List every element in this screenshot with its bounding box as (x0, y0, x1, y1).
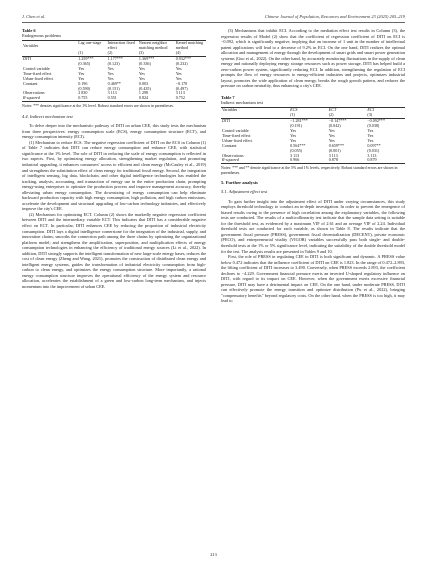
table7-row-label: Control variable (222, 128, 249, 134)
table7-head-variables: Variables (221, 108, 289, 113)
table7-cell: 0.097** (367, 142, 381, 148)
table6-cell: (0.336) (138, 61, 151, 67)
table7-row-label: Urban-fixed effect (222, 137, 253, 143)
table7-cell: (0.191) (290, 123, 303, 129)
table6-cell: 0.752 (175, 96, 206, 101)
table6-cell: (0.232) (175, 61, 188, 67)
table7-cell: 0.564*** (290, 142, 306, 148)
table6-cell: (0.365) (78, 61, 91, 67)
table7-row-label: DITI (222, 118, 230, 124)
table7 (221, 107, 405, 164)
table6-row-label: Constant (23, 80, 38, 86)
table7-cell: Yes (328, 128, 335, 134)
table7-cell: Yes (290, 128, 297, 134)
table6-cell: 0.932*** (175, 56, 192, 62)
table6-cell: Yes (107, 65, 114, 71)
table7-cell: 0.878 (328, 158, 367, 163)
table6-row-label: Observations (23, 90, 45, 96)
right-column (221, 28, 405, 304)
table6-cell: Yes (78, 75, 85, 81)
table6-row (22, 96, 206, 101)
table6-cell: 0.755 (77, 96, 106, 101)
table7-cell: −1.281*** (290, 118, 308, 124)
table6-num-3: (3) (138, 51, 175, 56)
table6-cell: 0.003 (138, 80, 149, 86)
table7-num-3: (3) (366, 113, 405, 118)
header-rule (22, 22, 405, 23)
table6 (22, 40, 206, 102)
table6-cell: 3 113 (107, 90, 117, 96)
section-5-1-heading: 5.1. Adjustment effect test (221, 189, 268, 195)
table6-cell: Yes (175, 70, 182, 76)
table6-cell: (0.497) (175, 85, 188, 91)
paragraph: (3) Mechanisms that inhibit ECI. According to the mediation effect test results in Column (3), the regression results of Model (2) show that the coefficient of regression coefficient of DITI on ECI is −0.092, which is significantly negative, implying that an increase of 1 unit in the number of intellectual patent applications will lead to a decrease of 9.2% in ECI. On the one hand, DITI realizes the optimal allocation and management of energy through the development of smart grids and smart power generation systems (Guo et al., 2022). On the other hand, by accurately monitoring fluctuations in the supply of clean energy and rationally deploying energy storage resources such as power storage, DITI has helped build a zero-carbon power system, significantly reducing ECI. In addition, strengthening the regulation of ECI prompts the flow of energy resources to energy-efficient industries and projects, optimizes industrial layout, promotes the wide application of clean energy, breaks the rough growth pattern, and reduces the pressure on carbon neutrality, thus enhancing a city's CEE. (221, 28, 405, 89)
table7-cell: (0.038) (367, 123, 380, 129)
section-4-4-heading: 4.4. Indirect mechanism test (22, 113, 73, 119)
table7-cell: Yes (367, 128, 374, 134)
table7-row-label: Constant (222, 142, 237, 148)
table6-cell: Yes (138, 75, 145, 81)
paragraph: To gain further insight into the adjustment effect of DITI under varying circumstances, this study employs threshold technology to conduct an in-depth investigation. In order to prevent the emergence of biased results owing to the presence of high correlation among the explanatory variables, the following tests are conducted. The results of a multicollinearity test indicate that the sample data setting is suitable for the threshold test, as evidenced by a maximum VIF of 2.61 and an average VIF of 2.24. Individual threshold tests are conducted for each variable, as shown in Table 8. The results indicate that the government fiscal pressure (PRESS), government fiscal decentralization (DECENT), private economic (PECO), and entrepreneurial vitality (VIGOR) variables successfully pass both single- and double-threshold tests at the 1% or 5% significance level, indicating the suitability of the double threshold model for the test. The analysis results are presented in Tables 9 and 10. (221, 198, 405, 254)
table6-cell: Yes (107, 75, 114, 81)
table7-cell: Yes (328, 132, 335, 138)
table7-row-label: R-squared (221, 158, 289, 163)
table6-cell: Yes (175, 75, 182, 81)
paragraph: (1) Mechanism to reduce ECS. The negative regression coefficient of DITI on the ECS in Column (1) of Table 7 indicates that DITI can reduce energy consumption and enhance CEE, with statistical significance at the 1% level. The role of DITI in reducing the scale of energy consumption is reflected in two aspects. First, by optimizing energy allocation, strengthening market regulation, and promoting industrial upgrading, it enhances consumers' access to efficient and clean energy (McCauley et al., 2019) and strengthens the substitution effect of clean energy for traditional fossil energy. Second, the integration of intelligent sensing, big data, blockchain, and other digital intelligence technologies has enabled the tracking, analysis, accounting, and transaction of energy use in the entire production chain, prompting energy-using enterprises to optimize the production process and improve management accuracy, thereby alleviating urban energy consumption. The downsizing of energy consumption can help eliminate backward production capacity with high energy consumption, high pollution, and high carbon emissions, accelerate the development and structural upgrading of low-carbon technology industries, and effectively improve the city's CEE. (22, 139, 206, 212)
table7-cell: (0.055) (290, 147, 303, 153)
table7-head-col1: ECS (289, 108, 328, 113)
table6-num-4: (4) (175, 51, 206, 56)
table6-cell: 0.469** (107, 80, 121, 86)
table6-head-variables: Variables (22, 41, 77, 51)
table7-cell: (0.001) (328, 147, 341, 153)
table6-cell: 2 830 (78, 90, 88, 96)
page-number: 213 (210, 552, 217, 557)
table6-cell: Yes (78, 70, 85, 76)
table6-row-label: R-squared (22, 96, 77, 101)
table7-cell: Yes (367, 132, 374, 138)
table7-title: Table 7 (221, 95, 235, 101)
table7-row-label: Observations (222, 152, 244, 158)
table7-num-2: (2) (328, 113, 367, 118)
paragraph: First, the role of PRESS in regulating CEE in DITI is both significant and dynamic. A PRESS value below 0.472 indicates that the influence coefficient of DITI on CEE is 1.823. In the range of 0.472–2.893, the lifting coefficient of DITI increases to 3.490. Conversely, when PRESS exceeds 2.893, the coefficient declines to −4.229. Government financial pressure exerts an inverted U-shaped regulatory influence on DITI, with regard to its impact on CEE. However, when the government exerts excessive financial pressure, DITI may have a detrimental impact on CEE. On the one hand, under moderate PRESS, DITI can effectively promote the energy transition and optimize distribution (Pu et al., 2022), bringing "compensatory benefits" beyond regulatory costs. On the other hand, when the PRESS is too high, it may lead to (221, 254, 405, 304)
table7-num-1: (1) (289, 113, 328, 118)
left-column (22, 28, 206, 290)
table6-head-col3: Nearest neighbor matching method (138, 41, 175, 51)
table6-head-col2: Interaction fixed effect (107, 41, 138, 51)
table6-cell: 1 298 (138, 90, 149, 96)
table7-cell: Yes (367, 137, 374, 143)
table6-num-2: (2) (107, 51, 138, 56)
table6-head-col1: Lag one-stage (77, 41, 106, 51)
table6-cell: (0.123) (107, 61, 120, 67)
table6-cell: 1.259*** (78, 56, 94, 62)
table6-cell: (0.590) (78, 85, 91, 91)
table6-row-label: Time-fixed effect (23, 70, 52, 76)
table6-cell: Yes (138, 65, 145, 71)
table7-row (221, 158, 405, 163)
table6-row-label: Urban-fixed effect (23, 75, 54, 81)
table6-cell: 0.551 (107, 96, 138, 101)
table7-cell: Yes (290, 132, 297, 138)
table6-cell: 1.369*** (138, 56, 155, 62)
table7-note: Notes: *** and ** denote significance at the 5% and 1% levels, respectively. Robust standard errors are shown in parentheses. (221, 165, 398, 175)
table7-cell: Yes (328, 137, 335, 143)
table7-cell: −0.092*** (367, 118, 386, 124)
table7-cell: 3 113 (328, 152, 338, 158)
table7-cell: Yes (290, 137, 297, 143)
table7-cell: (0.042) (328, 123, 341, 129)
table6-subtitle: Endogenous problems (22, 33, 62, 39)
table6-cell: Yes (107, 70, 114, 76)
table7-cell: 0.879 (366, 158, 405, 163)
table7-head-col2: ECT (328, 108, 367, 113)
table6-cell: 1.177*** (107, 56, 123, 62)
table7-cell: 0.966 (289, 158, 328, 163)
paragraph: To delve deeper into the mechanistic pathway of DITI on urban CEE, this study tests the mechanism from three perspectives: energy consumption scale (ECS), energy consumption structure (ECT), and energy consumption intensity (ECI). (22, 123, 206, 140)
table6-note: Notes: *** denotes significance at the 1% level. Robust standard errors are shown in parentheses. (22, 103, 174, 108)
table7-cell: −0.147*** (328, 118, 347, 124)
table6-cell: 3 113 (175, 90, 185, 96)
table6-num-1: (1) (77, 51, 106, 56)
table7-cell: 0.659*** (328, 142, 345, 148)
table6-cell: 0.824 (138, 96, 175, 101)
running-header-authors: J. Chen et al. (22, 14, 46, 19)
table7-cell: (0.031) (367, 147, 380, 153)
table6-title: Table 6 (22, 28, 36, 33)
table6-cell: Yes (78, 65, 85, 71)
table6-row-label: DITI (23, 56, 31, 62)
paragraph: (2) Mechanism for optimizing ECT. Column (2) shows the markedly negative regression coefficient between DITI and the intermediary variable ECT. This indicates that DITI has a considerable negative effect on ECT. In particular, DITI enhances CEE by reducing the proportion of industrial electricity consumption. DITI lays a digital intelligence cornerstone for the integration of the industrial, supply, and innovation chains; smooths the connection path among the three chains by optimizing the organizational platform model; and strengthens the amplification, superposition, and multiplication effects of energy consumption technologies in enhancing the efficiency of traditional energy sources (Li et al., 2022). In addition, DITI strongly supports the intelligent transformation of new large-scale energy bases, reduces the cost of clean energy (Zheng and Wang, 2021), promotes the construction of distributed clean energy and intelligent energy systems, guides the transformation of industrial electricity consumption from high-carbon to clean energy, and optimizes the energy consumption structure. More importantly, a rational energy consumption structure improves the operational efficiency of the energy system and resource allocation, accelerates the establishment of a green and low-carbon long-term mechanism, and injects momentum into the improvement of urban CEE. (22, 211, 206, 289)
running-header-journal: Chinese Journal of Population, Resources and Environment 23 (2025) 205–219 (264, 14, 405, 19)
table7-head-col3: ECI (366, 108, 405, 113)
table6-cell: (0.435) (138, 85, 151, 91)
table6-cell: Yes (175, 65, 182, 71)
table6-cell: Yes (138, 70, 145, 76)
table6-row-label: Control variable (23, 65, 50, 71)
table6-head-col4: Kernel matching method (175, 41, 206, 51)
table7-cell: 3 113 (367, 152, 377, 158)
table7-row-label: Time-fixed effect (222, 132, 251, 138)
table7-subtitle: Indirect mechanism test (221, 100, 263, 106)
table6-cell: (0.151) (107, 85, 120, 91)
table7-cell: 3 113 (290, 152, 300, 158)
table6-cell: 0.196 (78, 80, 88, 86)
table6-cell: −0.170 (175, 80, 188, 86)
section-5-heading: 5. Further analysis (221, 180, 258, 186)
